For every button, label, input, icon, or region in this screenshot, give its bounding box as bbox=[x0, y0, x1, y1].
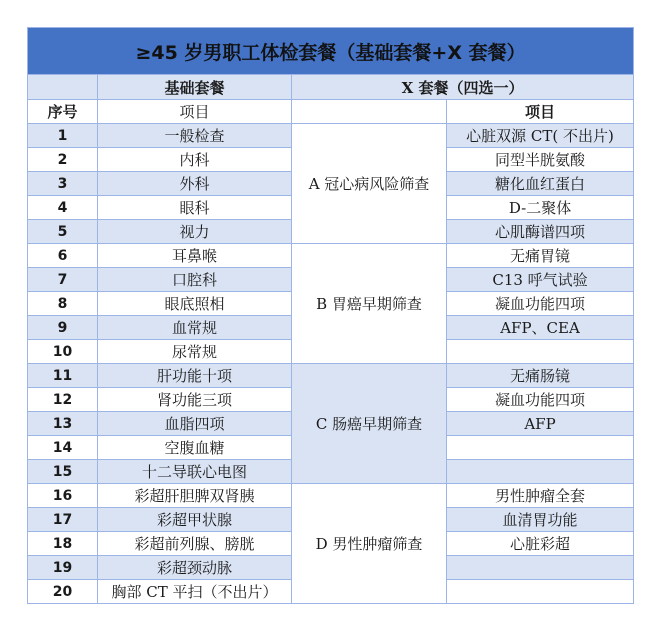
row-seq: 16 bbox=[28, 484, 98, 508]
group-a-label: A 冠心病风险筛查 bbox=[292, 124, 447, 244]
row-x-item bbox=[447, 436, 634, 460]
row-seq: 5 bbox=[28, 220, 98, 244]
row-seq: 19 bbox=[28, 556, 98, 580]
table-row bbox=[28, 484, 634, 508]
row-basic-item: 尿常规 bbox=[98, 340, 292, 364]
header-x-blank bbox=[292, 100, 447, 124]
row-seq: 4 bbox=[28, 196, 98, 220]
group-d-label: D 男性肿瘤筛查 bbox=[292, 484, 447, 604]
row-x-item bbox=[447, 556, 634, 580]
group-c-label: C 肠癌早期筛查 bbox=[292, 364, 447, 484]
row-seq: 12 bbox=[28, 388, 98, 412]
row-x-item: 凝血功能四项 bbox=[447, 292, 634, 316]
row-seq: 13 bbox=[28, 412, 98, 436]
row-basic-item: 彩超前列腺、膀胱 bbox=[98, 532, 292, 556]
table-row bbox=[28, 124, 634, 148]
row-basic-item: 外科 bbox=[98, 172, 292, 196]
row-seq: 15 bbox=[28, 460, 98, 484]
header-blank bbox=[28, 75, 98, 100]
row-seq: 17 bbox=[28, 508, 98, 532]
row-x-item: 凝血功能四项 bbox=[447, 388, 634, 412]
row-x-item: 男性肿瘤全套 bbox=[447, 484, 634, 508]
row-x-item: AFP、CEA bbox=[447, 316, 634, 340]
row-x-item: D-二聚体 bbox=[447, 196, 634, 220]
row-seq: 2 bbox=[28, 148, 98, 172]
row-basic-item: 空腹血糖 bbox=[98, 436, 292, 460]
row-seq: 1 bbox=[28, 124, 98, 148]
row-x-item: 无痛胃镜 bbox=[447, 244, 634, 268]
group-b-label: B 胃癌早期筛查 bbox=[292, 244, 447, 364]
row-basic-item: 彩超甲状腺 bbox=[98, 508, 292, 532]
row-seq: 11 bbox=[28, 364, 98, 388]
row-x-item bbox=[447, 340, 634, 364]
header-basic-package: 基础套餐 bbox=[98, 75, 292, 100]
row-seq: 6 bbox=[28, 244, 98, 268]
row-seq: 18 bbox=[28, 532, 98, 556]
row-seq: 9 bbox=[28, 316, 98, 340]
row-basic-item: 内科 bbox=[98, 148, 292, 172]
row-basic-item: 十二导联心电图 bbox=[98, 460, 292, 484]
row-basic-item: 胸部 CT 平扫（不出片） bbox=[98, 580, 292, 604]
row-basic-item: 眼科 bbox=[98, 196, 292, 220]
row-basic-item: 耳鼻喉 bbox=[98, 244, 292, 268]
table-title: ≥45 岁男职工体检套餐（基础套餐+X 套餐） bbox=[28, 28, 634, 75]
row-basic-item: 肾功能三项 bbox=[98, 388, 292, 412]
row-seq: 14 bbox=[28, 436, 98, 460]
row-seq: 10 bbox=[28, 340, 98, 364]
row-x-item: 心脏双源 CT( 不出片) bbox=[447, 124, 634, 148]
row-seq: 8 bbox=[28, 292, 98, 316]
row-basic-item: 视力 bbox=[98, 220, 292, 244]
header-item: 项目 bbox=[98, 100, 292, 124]
row-seq: 20 bbox=[28, 580, 98, 604]
row-basic-item: 彩超颈动脉 bbox=[98, 556, 292, 580]
row-seq: 7 bbox=[28, 268, 98, 292]
row-x-item: AFP bbox=[447, 412, 634, 436]
row-basic-item: 眼底照相 bbox=[98, 292, 292, 316]
row-basic-item: 血常规 bbox=[98, 316, 292, 340]
row-basic-item: 彩超肝胆脾双肾胰 bbox=[98, 484, 292, 508]
row-x-item: 同型半胱氨酸 bbox=[447, 148, 634, 172]
row-seq: 3 bbox=[28, 172, 98, 196]
row-basic-item: 口腔科 bbox=[98, 268, 292, 292]
row-x-item: 血清胃功能 bbox=[447, 508, 634, 532]
row-x-item: 心肌酶谱四项 bbox=[447, 220, 634, 244]
header-seq: 序号 bbox=[28, 100, 98, 124]
table-row bbox=[28, 244, 634, 268]
row-x-item: 无痛肠镜 bbox=[447, 364, 634, 388]
row-x-item bbox=[447, 580, 634, 604]
row-basic-item: 血脂四项 bbox=[98, 412, 292, 436]
checkup-package-table bbox=[27, 27, 634, 604]
row-x-item bbox=[447, 460, 634, 484]
row-basic-item: 一般检查 bbox=[98, 124, 292, 148]
row-basic-item: 肝功能十项 bbox=[98, 364, 292, 388]
table-row bbox=[28, 364, 634, 388]
row-x-item: 心脏彩超 bbox=[447, 532, 634, 556]
header-x-item: 项目 bbox=[447, 100, 634, 124]
row-x-item: 糖化血红蛋白 bbox=[447, 172, 634, 196]
header-x-package: X 套餐（四选一） bbox=[292, 75, 634, 100]
row-x-item: C13 呼气试验 bbox=[447, 268, 634, 292]
